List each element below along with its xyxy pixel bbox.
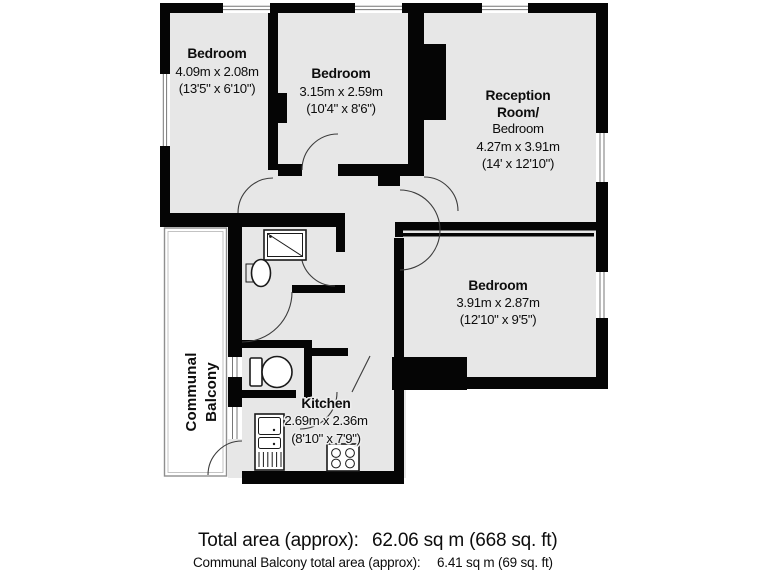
balcony-word-2: Balcony (203, 362, 220, 422)
wall-shower-right (336, 215, 345, 252)
window-left (160, 74, 170, 146)
wall-kitchen-top (304, 348, 348, 356)
kitchen-imperial: (8'10" x 7'9") (291, 431, 361, 446)
balcony-area-value: 6.41 sq m (69 sq. ft) (437, 555, 553, 570)
pier-bed1-bed2 (268, 93, 287, 123)
shower-fixture (264, 230, 306, 260)
bedroom3-imperial: (12'10" x 9'5") (459, 312, 537, 327)
bedroom1-imperial: (13'5" x 6'10") (178, 81, 256, 96)
wall-corridor-right (394, 238, 404, 471)
wall-bed2-bottom-right (338, 164, 410, 176)
wall-bed3-bottom (392, 377, 608, 389)
wall-hall-bar (395, 222, 608, 231)
wall-right (596, 3, 608, 389)
kitchen-metric: 2.69m x 2.36m (284, 413, 368, 428)
balcony-word-1: Communal (183, 352, 200, 432)
wall-hall-jamb (395, 222, 403, 237)
reception-name-1: Reception (485, 88, 551, 103)
kitchen-name: Kitchen (301, 396, 351, 411)
reception-name-3: Bedroom (492, 121, 544, 136)
window-right-reception (596, 133, 608, 182)
reception-metric: 4.27m x 3.91m (476, 139, 560, 154)
bedroom2-name: Bedroom (311, 66, 371, 81)
window-top-1 (223, 3, 270, 13)
pier-reception (424, 44, 446, 120)
bedroom3-label-group (456, 278, 540, 327)
window-right-bed3 (596, 272, 608, 318)
bedroom3-metric: 3.91m x 2.87m (456, 295, 540, 310)
kitchen-sink-fixture (255, 414, 284, 470)
reception-name-2: Room/ (497, 105, 539, 120)
wall-wc-bottom (242, 390, 296, 398)
wall-reception-left (408, 13, 424, 176)
wall-shower-bottom-right (292, 285, 345, 293)
window-balcony-wc (228, 357, 242, 377)
window-top-3 (482, 3, 528, 13)
wall-balcony-column-upper (228, 213, 242, 357)
bedroom2-label-group (299, 66, 383, 116)
window-balcony-kitchen (228, 407, 242, 439)
bedroom2-metric: 3.15m x 2.59m (299, 84, 383, 99)
wall-bed2-bottom-left (278, 164, 302, 176)
balcony-area-label: Communal Balcony total area (approx): (193, 555, 421, 570)
hob-fixture (327, 444, 359, 471)
toilet-fixture (250, 357, 292, 388)
window-top-2 (355, 3, 402, 13)
area-totals (193, 530, 558, 570)
bedroom1-name: Bedroom (187, 46, 247, 61)
wall-bed1-bottom (160, 213, 345, 227)
total-area-value: 62.06 sq m (668 sq. ft) (372, 530, 558, 551)
wall-step (378, 176, 400, 186)
wall-balcony-column-mid (228, 377, 242, 407)
reception-imperial: (14' x 12'10") (481, 156, 555, 171)
wall-kitchen-bottom (242, 471, 404, 484)
wall-hall-thin-line (395, 233, 594, 237)
bedroom2-imperial: (10'4" x 8'6") (306, 101, 376, 116)
bedroom1-label-group (175, 46, 259, 96)
bedroom3-name: Bedroom (468, 278, 528, 293)
bedroom1-metric: 4.09m x 2.08m (175, 64, 259, 79)
wall-bed1-bed2 (268, 13, 278, 170)
total-area-label: Total area (approx): (198, 530, 359, 551)
